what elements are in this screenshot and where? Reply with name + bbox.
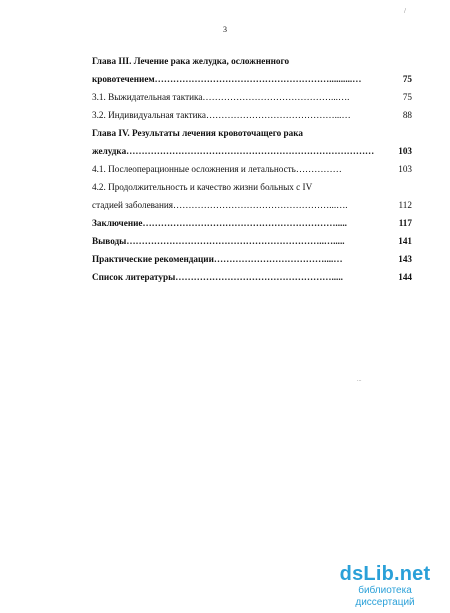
toc-entry-text: стадией заболевания……………………………………………...…. <box>92 200 348 210</box>
toc-line <box>92 92 412 104</box>
toc-entry-page: 75 <box>402 74 412 84</box>
toc-entry-text: желудка……………………………………………………………………… <box>92 146 375 156</box>
toc-entry-text: кровотечением…………………………………………………..........… <box>92 74 362 84</box>
page-number: 3 <box>223 25 227 34</box>
toc-entry-text: 3.2. Индивидуальная тактика……………………………………...… <box>92 110 351 120</box>
toc-entry-page: 103 <box>398 164 412 174</box>
toc-entry-page: 75 <box>402 92 412 102</box>
corner-mark: / <box>404 7 406 15</box>
toc-line <box>92 200 412 212</box>
toc-line <box>92 128 412 140</box>
toc-entry-text: Глава III. Лечение рака желудка, осложненного <box>92 56 290 66</box>
toc-entry-text: Практические рекомендации………………………………....… <box>92 254 343 264</box>
toc-entry-text: Заключение………………………………………………………..... <box>92 218 347 228</box>
toc-entry-page: 141 <box>398 236 412 246</box>
stray-mark: ... <box>357 377 362 383</box>
toc-entry-text: 4.2. Продолжительность и качество жизни больных с IV <box>92 182 313 192</box>
toc-entry-text: Выводы………………………………………………………..…..... <box>92 236 345 246</box>
toc-entry-page: 112 <box>398 200 412 210</box>
toc-entry-text: 3.1. Выжидательная тактика……………………………………...…. <box>92 92 350 102</box>
toc-entry-text: 4.1. Послеоперационные осложнения и летальность…………… <box>92 164 342 174</box>
toc-entry-text: Список литературы……………………………………………..... <box>92 272 343 282</box>
toc-line <box>92 74 412 86</box>
toc-line <box>92 56 412 68</box>
toc-line <box>92 272 412 284</box>
watermark-logo: dsLib.net <box>339 563 431 585</box>
toc-line <box>92 146 412 158</box>
toc-entry-page: 144 <box>398 272 412 282</box>
toc-entry-text: Глава IV. Результаты лечения кровоточащего рака <box>92 128 303 138</box>
watermark[interactable] <box>330 563 440 609</box>
watermark-subtitle: библиотека диссертаций <box>355 585 415 608</box>
toc-line <box>92 218 412 230</box>
toc-entry-page: 117 <box>398 218 412 228</box>
toc-line <box>92 110 412 122</box>
toc-line <box>92 236 412 248</box>
toc-line <box>92 164 412 176</box>
toc-line <box>92 182 412 194</box>
toc-entry-page: 143 <box>398 254 412 264</box>
toc-entry-page: 88 <box>402 110 412 120</box>
toc-line <box>92 254 412 266</box>
toc-entry-page: 103 <box>398 146 412 156</box>
